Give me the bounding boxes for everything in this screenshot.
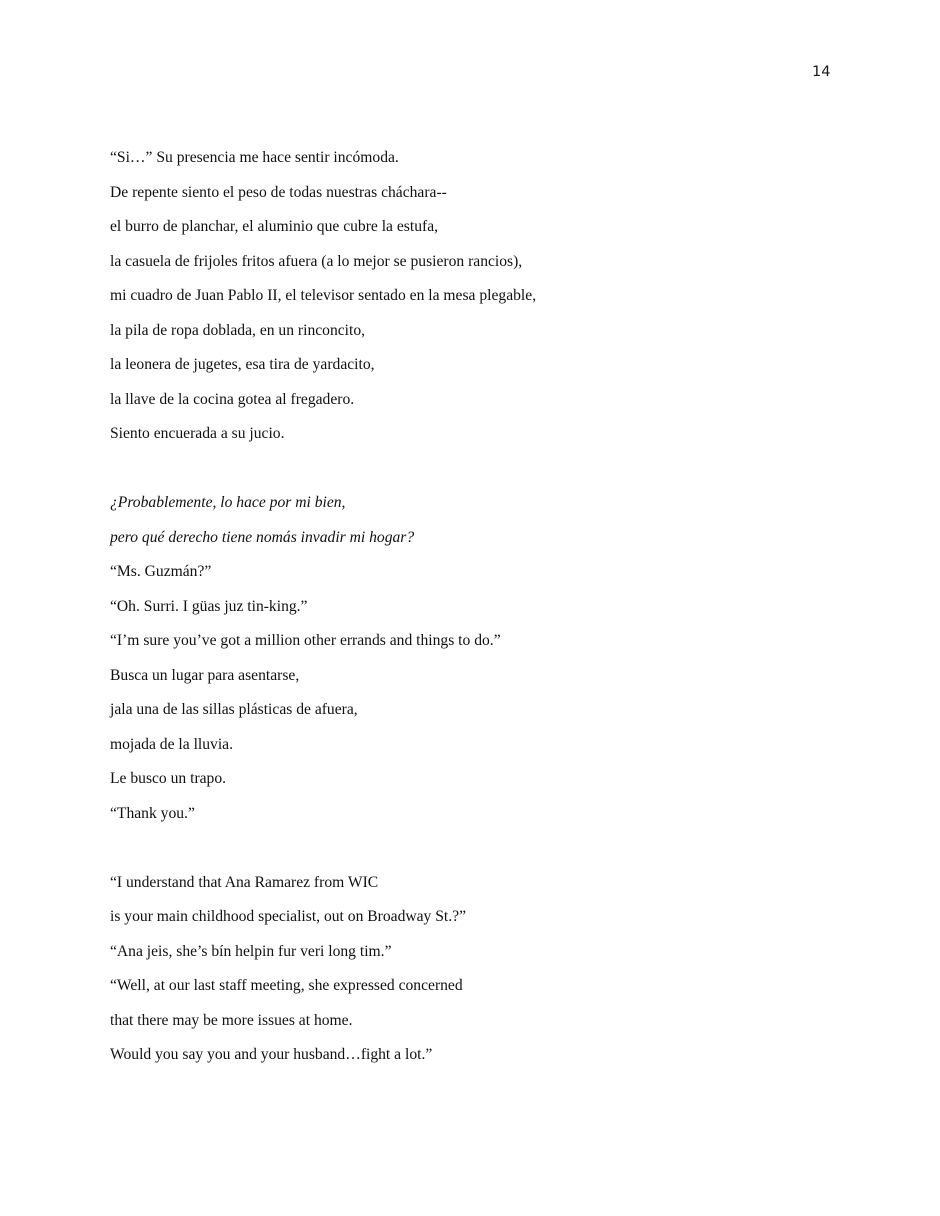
text-line: “Si…” Su presencia me hace sentir incómoda. [110, 149, 399, 166]
stanza-break [110, 456, 870, 491]
dialogue-line: that there may be more issues at home. [110, 1011, 353, 1029]
page-number: 14 [812, 64, 831, 80]
text-line: mojada de la lluvia. [110, 735, 233, 753]
text-line: jala una de las sillas plásticas de afuera, [110, 701, 358, 718]
text-line: la casuela de frijoles fritos afuera (a lo mejor se pusieron rancios), [110, 252, 523, 270]
text-line: De repente siento el peso de todas nuestras cháchara-- [110, 183, 447, 201]
dialogue-line: “Ana jeis, she’s bín helpin fur veri long tim.” [110, 942, 392, 960]
text-line: Siento encuerada a su jucio. [110, 425, 285, 442]
text-line: la leonera de jugetes, esa tira de yardacito, [110, 356, 375, 373]
dialogue-line: “I understand that Ana Ramarez from WIC [110, 873, 379, 891]
dialogue-line: “Well, at our last staff meeting, she expressed concerned [110, 977, 463, 994]
italic-thought-line: ¿Probablemente, lo hace por mi bien, [110, 494, 346, 511]
stanza-break [110, 835, 870, 870]
stanza-2 [110, 490, 870, 835]
poem-body [110, 145, 870, 1077]
dialogue-line: is your main childhood specialist, out on Broadway St.?” [110, 908, 466, 925]
text-line: Le busco un trapo. [110, 770, 227, 787]
dialogue-line: “Thank you.” [110, 804, 195, 822]
dialogue-line: Would you say you and your husband…fight a lot.” [110, 1046, 433, 1063]
dialogue-line: “Oh. Surri. I güas juz tin-king.” [110, 597, 308, 615]
text-line: Busca un lugar para asentarse, [110, 666, 300, 684]
dialogue-line: “Ms. Guzmán?” [110, 563, 212, 580]
dialogue-line: “I’m sure you’ve got a million other errands and things to do.” [110, 632, 501, 649]
text-line: el burro de planchar, el aluminio que cubre la estufa, [110, 218, 439, 235]
stanza-1 [110, 145, 870, 456]
italic-thought-line: pero qué derecho tiene nomás invadir mi hogar? [110, 528, 415, 546]
text-line: la pila de ropa doblada, en un rinconcito, [110, 321, 366, 339]
stanza-3 [110, 870, 870, 1077]
text-line: mi cuadro de Juan Pablo II, el televisor sentado en la mesa plegable, [110, 287, 537, 304]
text-line: la llave de la cocina gotea al fregadero. [110, 390, 355, 408]
